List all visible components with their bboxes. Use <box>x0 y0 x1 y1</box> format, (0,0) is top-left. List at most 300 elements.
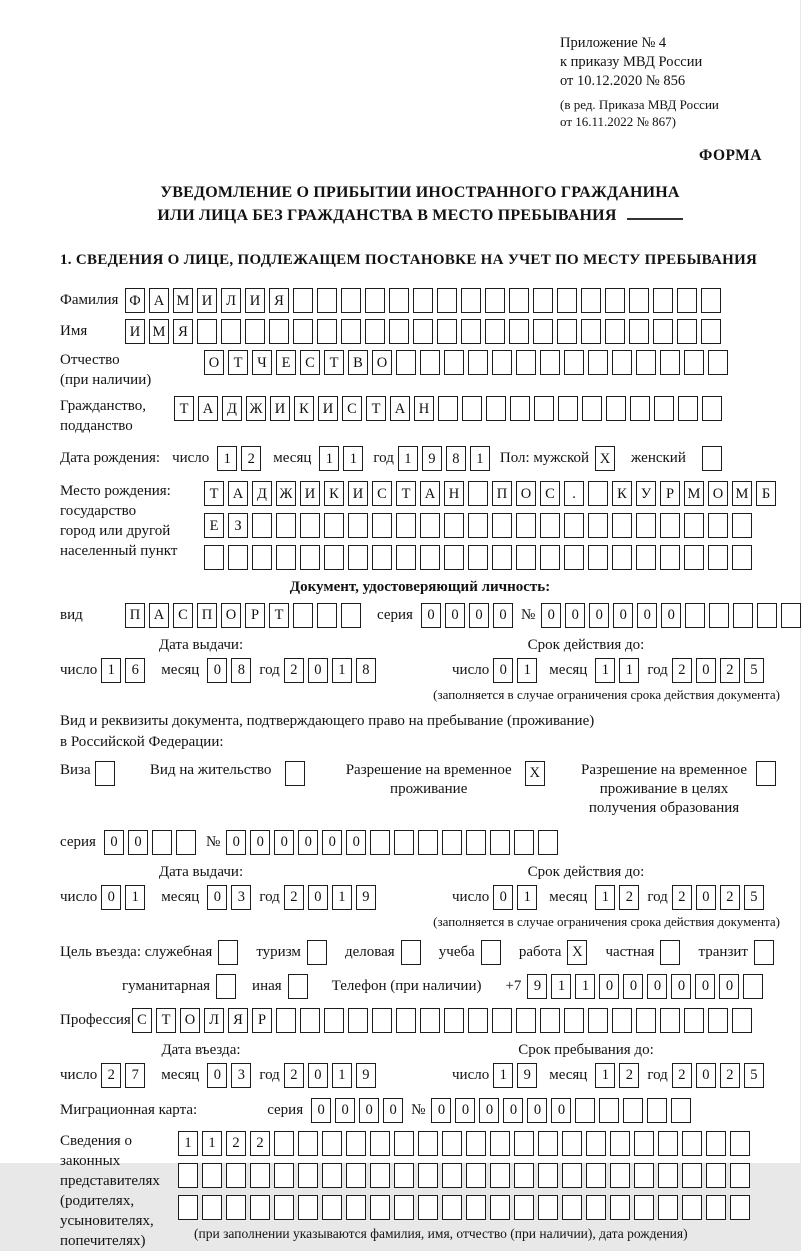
char-cell[interactable] <box>757 603 777 628</box>
char-cell[interactable] <box>732 513 752 538</box>
char-cell[interactable] <box>514 1163 534 1188</box>
char-cell[interactable]: 0 <box>637 603 657 628</box>
char-cell[interactable] <box>293 319 313 344</box>
char-cell[interactable]: 9 <box>517 1063 537 1088</box>
char-cell[interactable]: 5 <box>744 1063 764 1088</box>
char-cell[interactable] <box>396 350 416 375</box>
char-cell[interactable] <box>324 1008 344 1033</box>
char-cell[interactable] <box>276 545 296 570</box>
char-cell[interactable]: 5 <box>744 658 764 683</box>
char-cell[interactable] <box>685 603 705 628</box>
char-cell[interactable] <box>733 603 753 628</box>
char-cell[interactable] <box>660 1008 680 1033</box>
char-cell[interactable] <box>588 513 608 538</box>
char-cell[interactable] <box>466 1195 486 1220</box>
char-cell[interactable] <box>346 1131 366 1156</box>
char-cell[interactable] <box>684 1008 704 1033</box>
char-cell[interactable] <box>226 1163 246 1188</box>
char-cell[interactable] <box>490 1195 510 1220</box>
char-cell[interactable]: Я <box>173 319 193 344</box>
char-cell[interactable]: 0 <box>207 885 227 910</box>
char-cell[interactable] <box>706 1131 726 1156</box>
char-cell[interactable] <box>588 481 608 506</box>
char-cell[interactable]: У <box>636 481 656 506</box>
char-cell[interactable]: 1 <box>551 974 571 999</box>
char-cell[interactable] <box>558 396 578 421</box>
char-cell[interactable] <box>341 319 361 344</box>
char-cell[interactable]: К <box>612 481 632 506</box>
char-cell[interactable]: 0 <box>383 1098 403 1123</box>
char-cell[interactable] <box>492 1008 512 1033</box>
char-cell[interactable]: 0 <box>455 1098 475 1123</box>
char-cell[interactable]: И <box>348 481 368 506</box>
char-cell[interactable]: 1 <box>517 658 537 683</box>
char-cell[interactable] <box>677 319 697 344</box>
char-cell[interactable]: 0 <box>445 603 465 628</box>
char-cell[interactable]: П <box>492 481 512 506</box>
char-cell[interactable] <box>516 513 536 538</box>
char-cell[interactable] <box>152 830 172 855</box>
char-cell[interactable] <box>564 513 584 538</box>
char-cell[interactable] <box>586 1163 606 1188</box>
char-cell[interactable] <box>708 1008 728 1033</box>
char-cell[interactable] <box>420 545 440 570</box>
sex-female-checkbox[interactable] <box>702 446 722 471</box>
char-cell[interactable]: О <box>372 350 392 375</box>
char-cell[interactable] <box>346 1163 366 1188</box>
char-cell[interactable]: Е <box>204 513 224 538</box>
char-cell[interactable]: 0 <box>359 1098 379 1123</box>
char-cell[interactable] <box>682 1163 702 1188</box>
char-cell[interactable] <box>732 545 752 570</box>
char-cell[interactable]: Б <box>756 481 776 506</box>
char-cell[interactable] <box>370 1131 390 1156</box>
char-cell[interactable]: 0 <box>322 830 342 855</box>
char-cell[interactable] <box>516 350 536 375</box>
char-cell[interactable]: Ф <box>125 288 145 313</box>
char-cell[interactable] <box>269 319 289 344</box>
char-cell[interactable] <box>509 288 529 313</box>
char-cell[interactable] <box>781 603 801 628</box>
char-cell[interactable]: 9 <box>356 885 376 910</box>
char-cell[interactable]: В <box>348 350 368 375</box>
char-cell[interactable] <box>197 319 217 344</box>
char-cell[interactable] <box>575 1098 595 1123</box>
char-cell[interactable]: Л <box>221 288 241 313</box>
char-cell[interactable]: 1 <box>332 658 352 683</box>
char-cell[interactable]: 2 <box>720 658 740 683</box>
char-cell[interactable] <box>322 1163 342 1188</box>
char-cell[interactable] <box>562 1131 582 1156</box>
char-cell[interactable]: Р <box>660 481 680 506</box>
char-cell[interactable] <box>396 513 416 538</box>
char-cell[interactable]: 7 <box>125 1063 145 1088</box>
char-cell[interactable] <box>612 513 632 538</box>
char-cell[interactable]: С <box>300 350 320 375</box>
char-cell[interactable] <box>634 1131 654 1156</box>
char-cell[interactable] <box>300 1008 320 1033</box>
char-cell[interactable] <box>348 1008 368 1033</box>
char-cell[interactable]: 0 <box>671 974 691 999</box>
char-cell[interactable] <box>678 396 698 421</box>
char-cell[interactable] <box>706 1195 726 1220</box>
purpose-transit-checkbox[interactable] <box>754 940 774 965</box>
char-cell[interactable] <box>514 1195 534 1220</box>
char-cell[interactable] <box>660 513 680 538</box>
char-cell[interactable] <box>442 1195 462 1220</box>
char-cell[interactable]: С <box>342 396 362 421</box>
char-cell[interactable] <box>612 545 632 570</box>
char-cell[interactable] <box>413 319 433 344</box>
char-cell[interactable] <box>461 319 481 344</box>
char-cell[interactable]: 2 <box>226 1131 246 1156</box>
char-cell[interactable] <box>462 396 482 421</box>
char-cell[interactable] <box>486 396 506 421</box>
char-cell[interactable]: 0 <box>647 974 667 999</box>
char-cell[interactable] <box>732 1008 752 1033</box>
char-cell[interactable]: Р <box>252 1008 272 1033</box>
char-cell[interactable] <box>492 350 512 375</box>
char-cell[interactable]: 0 <box>565 603 585 628</box>
char-cell[interactable]: 5 <box>744 885 764 910</box>
char-cell[interactable]: 2 <box>720 1063 740 1088</box>
char-cell[interactable]: 2 <box>619 885 639 910</box>
char-cell[interactable] <box>365 319 385 344</box>
char-cell[interactable] <box>317 319 337 344</box>
char-cell[interactable]: Ч <box>252 350 272 375</box>
char-cell[interactable] <box>274 1195 294 1220</box>
edu-permit-checkbox[interactable] <box>756 761 776 786</box>
char-cell[interactable] <box>605 288 625 313</box>
char-cell[interactable]: 1 <box>595 1063 615 1088</box>
char-cell[interactable] <box>588 545 608 570</box>
char-cell[interactable]: Л <box>204 1008 224 1033</box>
char-cell[interactable] <box>322 1131 342 1156</box>
char-cell[interactable]: 0 <box>274 830 294 855</box>
char-cell[interactable]: 0 <box>719 974 739 999</box>
char-cell[interactable]: 2 <box>619 1063 639 1088</box>
char-cell[interactable] <box>629 288 649 313</box>
char-cell[interactable] <box>324 513 344 538</box>
char-cell[interactable]: 8 <box>446 446 466 471</box>
char-cell[interactable]: 2 <box>672 885 692 910</box>
char-cell[interactable]: 0 <box>589 603 609 628</box>
char-cell[interactable] <box>564 1008 584 1033</box>
char-cell[interactable] <box>660 350 680 375</box>
char-cell[interactable] <box>701 288 721 313</box>
char-cell[interactable]: 0 <box>696 1063 716 1088</box>
char-cell[interactable] <box>510 396 530 421</box>
char-cell[interactable]: 1 <box>398 446 418 471</box>
char-cell[interactable]: З <box>228 513 248 538</box>
char-cell[interactable] <box>466 1163 486 1188</box>
char-cell[interactable]: 2 <box>284 658 304 683</box>
char-cell[interactable]: 1 <box>575 974 595 999</box>
char-cell[interactable]: С <box>540 481 560 506</box>
char-cell[interactable] <box>418 1131 438 1156</box>
char-cell[interactable] <box>581 319 601 344</box>
char-cell[interactable]: 1 <box>217 446 237 471</box>
char-cell[interactable]: Д <box>252 481 272 506</box>
char-cell[interactable]: 1 <box>470 446 490 471</box>
char-cell[interactable]: Ж <box>276 481 296 506</box>
char-cell[interactable] <box>346 1195 366 1220</box>
char-cell[interactable]: Е <box>276 350 296 375</box>
char-cell[interactable]: Т <box>174 396 194 421</box>
char-cell[interactable]: 1 <box>332 885 352 910</box>
char-cell[interactable] <box>468 545 488 570</box>
char-cell[interactable]: Д <box>222 396 242 421</box>
char-cell[interactable]: 2 <box>101 1063 121 1088</box>
char-cell[interactable]: Т <box>324 350 344 375</box>
char-cell[interactable] <box>466 1131 486 1156</box>
char-cell[interactable] <box>437 288 457 313</box>
char-cell[interactable]: 0 <box>308 885 328 910</box>
char-cell[interactable] <box>605 319 625 344</box>
char-cell[interactable] <box>324 545 344 570</box>
char-cell[interactable]: И <box>270 396 290 421</box>
char-cell[interactable] <box>418 1163 438 1188</box>
char-cell[interactable]: 0 <box>308 658 328 683</box>
char-cell[interactable]: 9 <box>356 1063 376 1088</box>
char-cell[interactable] <box>516 545 536 570</box>
char-cell[interactable] <box>365 288 385 313</box>
char-cell[interactable] <box>466 830 486 855</box>
char-cell[interactable]: А <box>420 481 440 506</box>
char-cell[interactable]: А <box>149 603 169 628</box>
char-cell[interactable]: 0 <box>298 830 318 855</box>
char-cell[interactable] <box>468 481 488 506</box>
char-cell[interactable]: 2 <box>672 1063 692 1088</box>
purpose-tourism-checkbox[interactable] <box>307 940 327 965</box>
char-cell[interactable]: С <box>372 481 392 506</box>
char-cell[interactable] <box>490 1163 510 1188</box>
char-cell[interactable] <box>671 1098 691 1123</box>
char-cell[interactable]: 0 <box>551 1098 571 1123</box>
char-cell[interactable] <box>684 545 704 570</box>
char-cell[interactable]: 0 <box>101 885 121 910</box>
char-cell[interactable] <box>252 545 272 570</box>
char-cell[interactable]: А <box>390 396 410 421</box>
char-cell[interactable] <box>490 1131 510 1156</box>
char-cell[interactable]: 2 <box>250 1131 270 1156</box>
char-cell[interactable] <box>588 1008 608 1033</box>
char-cell[interactable] <box>372 545 392 570</box>
char-cell[interactable] <box>586 1131 606 1156</box>
char-cell[interactable] <box>702 396 722 421</box>
char-cell[interactable] <box>437 319 457 344</box>
char-cell[interactable]: 0 <box>493 885 513 910</box>
char-cell[interactable] <box>684 350 704 375</box>
char-cell[interactable]: С <box>173 603 193 628</box>
char-cell[interactable]: 0 <box>599 974 619 999</box>
char-cell[interactable] <box>442 1131 462 1156</box>
char-cell[interactable] <box>564 545 584 570</box>
char-cell[interactable] <box>442 830 462 855</box>
char-cell[interactable] <box>394 830 414 855</box>
char-cell[interactable]: 3 <box>231 1063 251 1088</box>
char-cell[interactable]: 0 <box>613 603 633 628</box>
char-cell[interactable] <box>252 513 272 538</box>
char-cell[interactable]: 0 <box>541 603 561 628</box>
char-cell[interactable] <box>348 513 368 538</box>
char-cell[interactable] <box>730 1163 750 1188</box>
purpose-work-checkbox[interactable]: X <box>567 940 587 965</box>
char-cell[interactable] <box>538 830 558 855</box>
char-cell[interactable] <box>250 1195 270 1220</box>
char-cell[interactable] <box>629 319 649 344</box>
char-cell[interactable] <box>372 1008 392 1033</box>
char-cell[interactable]: 1 <box>595 885 615 910</box>
purpose-business-checkbox[interactable] <box>401 940 421 965</box>
char-cell[interactable] <box>599 1098 619 1123</box>
char-cell[interactable] <box>394 1195 414 1220</box>
char-cell[interactable] <box>276 513 296 538</box>
char-cell[interactable] <box>610 1163 630 1188</box>
char-cell[interactable] <box>300 513 320 538</box>
char-cell[interactable]: И <box>197 288 217 313</box>
char-cell[interactable] <box>341 603 361 628</box>
char-cell[interactable] <box>606 396 626 421</box>
char-cell[interactable] <box>634 1195 654 1220</box>
char-cell[interactable]: О <box>180 1008 200 1033</box>
char-cell[interactable]: 0 <box>104 830 124 855</box>
char-cell[interactable] <box>293 288 313 313</box>
char-cell[interactable] <box>370 1163 390 1188</box>
char-cell[interactable]: Т <box>269 603 289 628</box>
char-cell[interactable]: 1 <box>332 1063 352 1088</box>
char-cell[interactable]: 8 <box>231 658 251 683</box>
char-cell[interactable] <box>658 1163 678 1188</box>
char-cell[interactable]: 1 <box>619 658 639 683</box>
char-cell[interactable]: 2 <box>672 658 692 683</box>
char-cell[interactable]: К <box>324 481 344 506</box>
char-cell[interactable] <box>610 1195 630 1220</box>
char-cell[interactable] <box>178 1163 198 1188</box>
char-cell[interactable] <box>396 545 416 570</box>
purpose-other-checkbox[interactable] <box>288 974 308 999</box>
char-cell[interactable]: 2 <box>284 885 304 910</box>
char-cell[interactable]: 0 <box>696 658 716 683</box>
char-cell[interactable] <box>534 396 554 421</box>
char-cell[interactable] <box>533 319 553 344</box>
char-cell[interactable]: 9 <box>527 974 547 999</box>
char-cell[interactable]: 1 <box>517 885 537 910</box>
char-cell[interactable] <box>461 288 481 313</box>
char-cell[interactable]: 0 <box>431 1098 451 1123</box>
purpose-humanitarian-checkbox[interactable] <box>216 974 236 999</box>
char-cell[interactable] <box>612 350 632 375</box>
char-cell[interactable] <box>701 319 721 344</box>
char-cell[interactable]: 0 <box>493 603 513 628</box>
char-cell[interactable] <box>509 319 529 344</box>
char-cell[interactable] <box>468 1008 488 1033</box>
char-cell[interactable]: Т <box>204 481 224 506</box>
char-cell[interactable] <box>658 1131 678 1156</box>
char-cell[interactable] <box>178 1195 198 1220</box>
char-cell[interactable] <box>396 1008 416 1033</box>
char-cell[interactable]: 2 <box>241 446 261 471</box>
char-cell[interactable]: 1 <box>178 1131 198 1156</box>
purpose-official-checkbox[interactable] <box>218 940 238 965</box>
char-cell[interactable]: 0 <box>335 1098 355 1123</box>
char-cell[interactable] <box>540 513 560 538</box>
char-cell[interactable]: И <box>300 481 320 506</box>
char-cell[interactable]: 1 <box>202 1131 222 1156</box>
char-cell[interactable]: О <box>708 481 728 506</box>
char-cell[interactable] <box>533 288 553 313</box>
char-cell[interactable] <box>582 396 602 421</box>
char-cell[interactable] <box>612 1008 632 1033</box>
char-cell[interactable] <box>540 545 560 570</box>
char-cell[interactable] <box>372 513 392 538</box>
char-cell[interactable]: М <box>149 319 169 344</box>
char-cell[interactable]: П <box>125 603 145 628</box>
char-cell[interactable] <box>485 319 505 344</box>
char-cell[interactable] <box>514 1131 534 1156</box>
char-cell[interactable] <box>444 350 464 375</box>
char-cell[interactable] <box>322 1195 342 1220</box>
char-cell[interactable]: 0 <box>226 830 246 855</box>
char-cell[interactable]: М <box>173 288 193 313</box>
char-cell[interactable]: 0 <box>695 974 715 999</box>
char-cell[interactable]: 8 <box>356 658 376 683</box>
char-cell[interactable]: 1 <box>101 658 121 683</box>
char-cell[interactable] <box>300 545 320 570</box>
temp-permit-checkbox[interactable]: X <box>525 761 545 786</box>
char-cell[interactable]: 6 <box>125 658 145 683</box>
char-cell[interactable] <box>557 319 577 344</box>
char-cell[interactable] <box>370 1195 390 1220</box>
char-cell[interactable]: О <box>516 481 536 506</box>
char-cell[interactable] <box>623 1098 643 1123</box>
char-cell[interactable] <box>706 1163 726 1188</box>
char-cell[interactable] <box>420 513 440 538</box>
char-cell[interactable] <box>682 1195 702 1220</box>
char-cell[interactable] <box>293 603 313 628</box>
char-cell[interactable]: 0 <box>311 1098 331 1123</box>
char-cell[interactable] <box>730 1195 750 1220</box>
char-cell[interactable] <box>708 513 728 538</box>
char-cell[interactable]: Я <box>228 1008 248 1033</box>
char-cell[interactable]: Р <box>245 603 265 628</box>
char-cell[interactable]: 0 <box>308 1063 328 1088</box>
char-cell[interactable] <box>420 1008 440 1033</box>
char-cell[interactable] <box>202 1163 222 1188</box>
char-cell[interactable]: 0 <box>527 1098 547 1123</box>
char-cell[interactable] <box>274 1163 294 1188</box>
char-cell[interactable] <box>684 513 704 538</box>
char-cell[interactable] <box>245 319 265 344</box>
char-cell[interactable] <box>647 1098 667 1123</box>
char-cell[interactable] <box>636 350 656 375</box>
char-cell[interactable] <box>394 1131 414 1156</box>
char-cell[interactable]: Т <box>366 396 386 421</box>
char-cell[interactable]: И <box>245 288 265 313</box>
char-cell[interactable] <box>588 350 608 375</box>
char-cell[interactable] <box>485 288 505 313</box>
char-cell[interactable] <box>492 545 512 570</box>
char-cell[interactable] <box>298 1195 318 1220</box>
char-cell[interactable] <box>444 513 464 538</box>
char-cell[interactable] <box>636 1008 656 1033</box>
char-cell[interactable]: М <box>732 481 752 506</box>
char-cell[interactable] <box>514 830 534 855</box>
char-cell[interactable] <box>490 830 510 855</box>
char-cell[interactable] <box>468 513 488 538</box>
char-cell[interactable] <box>557 288 577 313</box>
char-cell[interactable] <box>413 288 433 313</box>
